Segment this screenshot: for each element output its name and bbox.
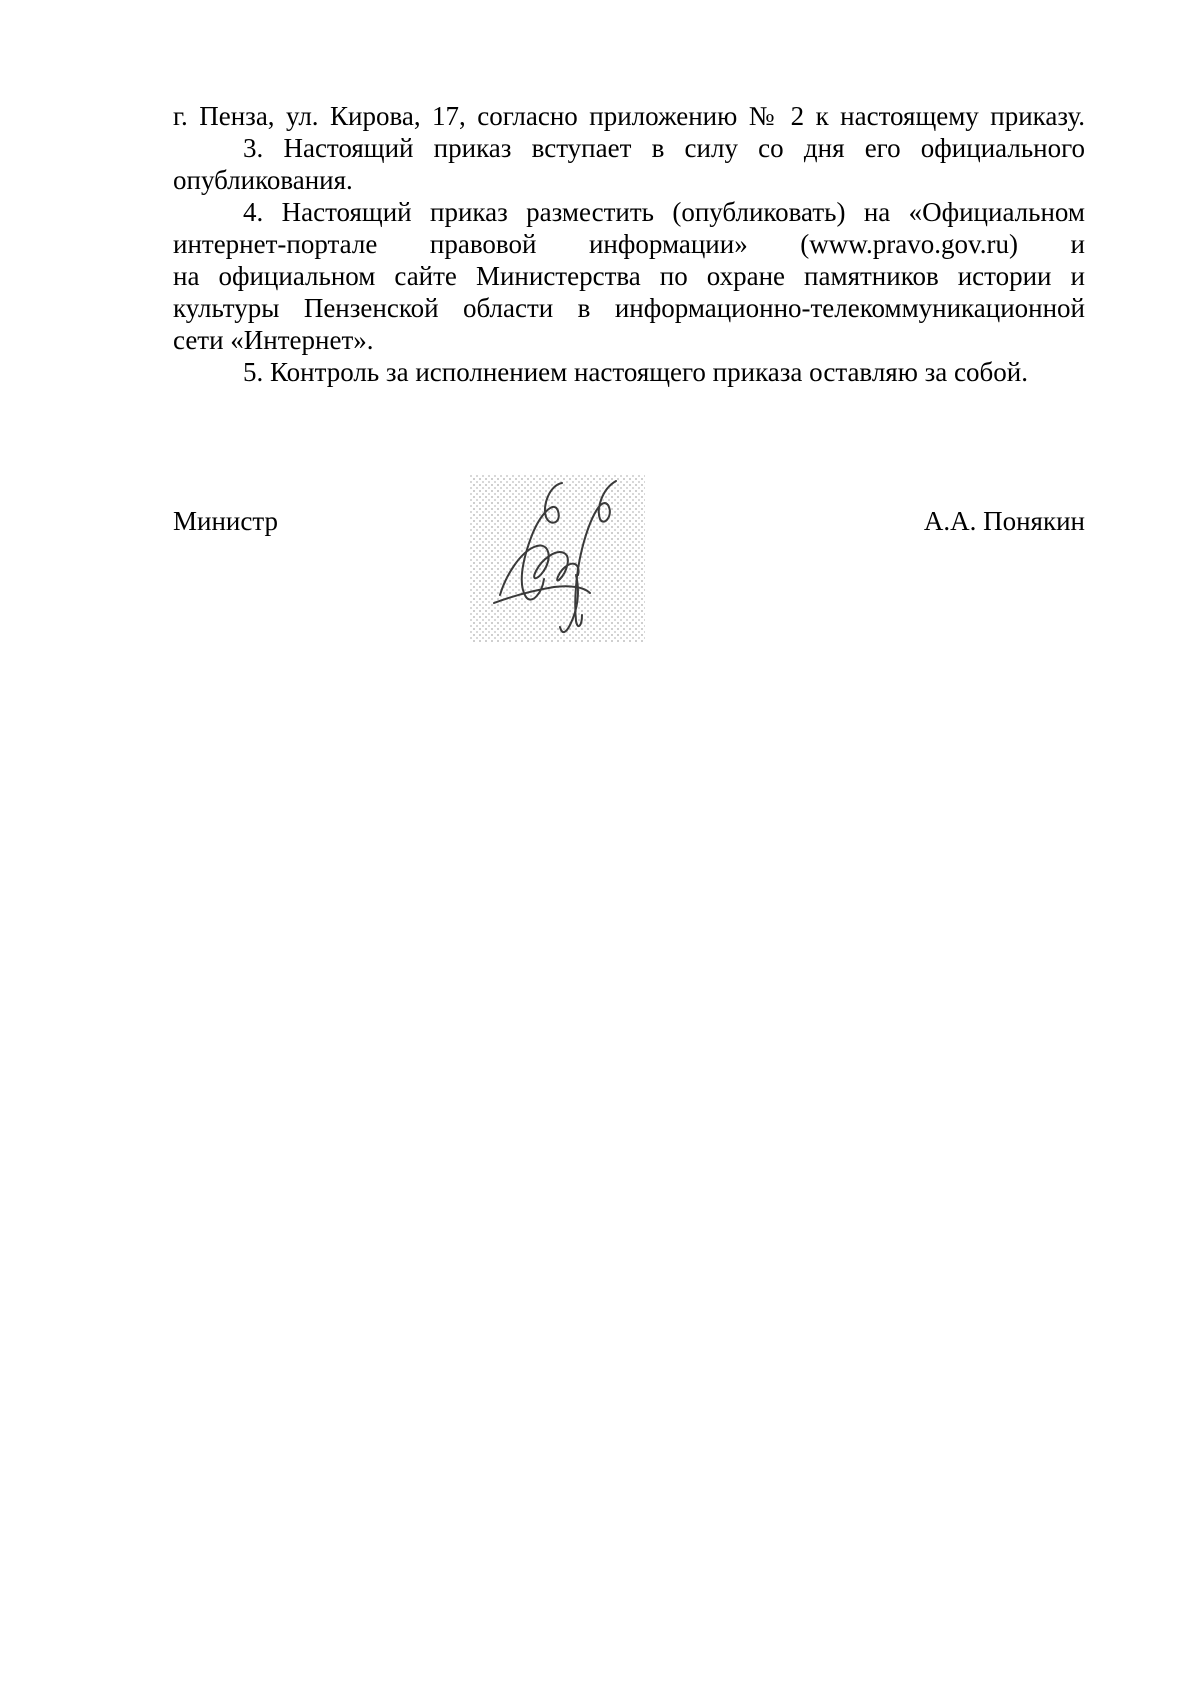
text-line: интернет-портале правовой информации» (www.pravo.gov.ru) и bbox=[173, 229, 1085, 259]
text-line: культуры Пензенской области в информационно-телекоммуникационной bbox=[173, 293, 1085, 323]
text-line: опубликования. bbox=[173, 165, 353, 195]
handwritten-signature bbox=[470, 475, 645, 643]
paragraph-4 bbox=[173, 196, 1085, 356]
signatory-title: Министр bbox=[173, 506, 278, 536]
text-line: сети «Интернет». bbox=[173, 325, 374, 355]
text-line: на официальном сайте Министерства по охране памятников истории и bbox=[173, 261, 1085, 291]
document-body bbox=[173, 100, 1085, 388]
text-line: 5. Контроль за исполнением настоящего приказа оставляю за собой. bbox=[243, 357, 1028, 387]
paragraph-address bbox=[173, 100, 1085, 132]
text-line: г. Пенза, ул. Кирова, 17, согласно приложению № 2 к настоящему приказу. bbox=[173, 101, 1085, 131]
text-line: 3. Настоящий приказ вступает в силу со дня его официального bbox=[243, 133, 1085, 163]
signatory-name: А.А. Понякин bbox=[923, 506, 1085, 536]
paragraph-5 bbox=[173, 356, 1085, 388]
paragraph-3 bbox=[173, 132, 1085, 196]
text-line: 4. Настоящий приказ разместить (опубликовать) на «Официальном bbox=[243, 197, 1085, 227]
